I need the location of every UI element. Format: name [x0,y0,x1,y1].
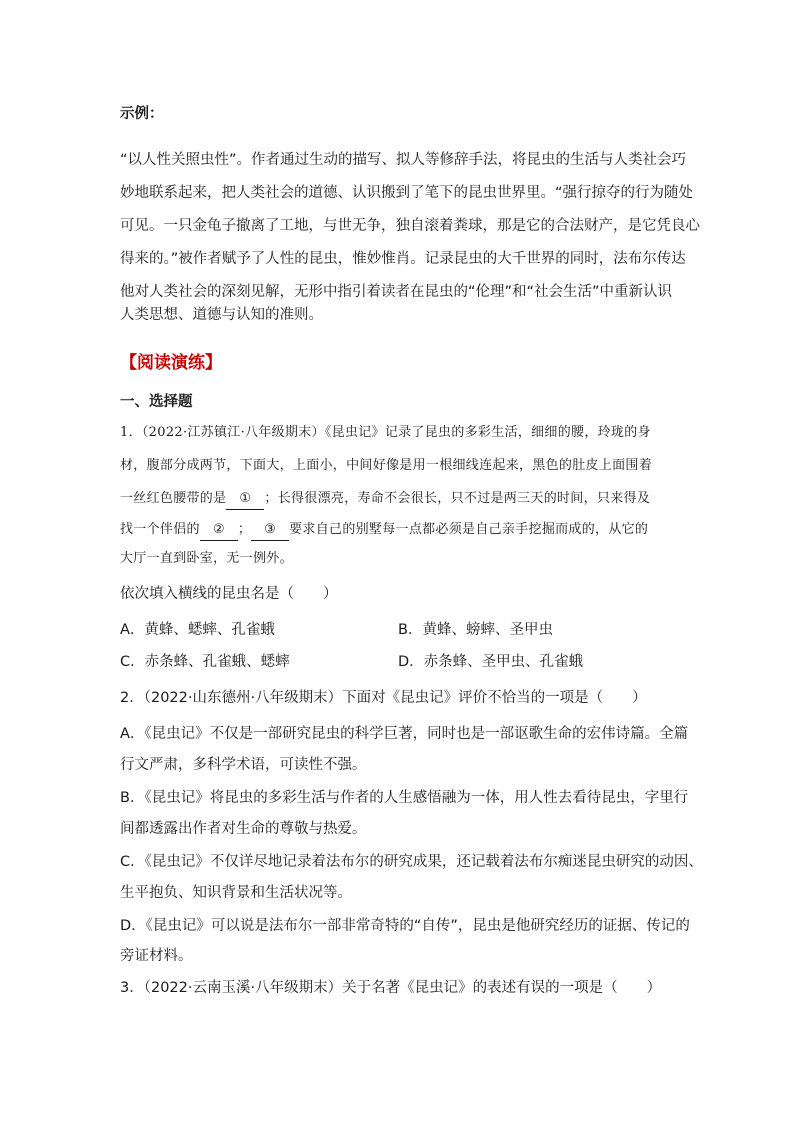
q1-line-4-mid: ； [237,522,252,537]
q2-option-c-line-1[interactable]: C．《昆虫记》不仅详尽地记录着法布尔的研究成果，还记载着法布尔痴迷昆虫研究的动因、 [120,854,703,870]
q1-line-3-post: ；长得很漂亮，寿命不会很长，只不过是两三天的时间，只来得及 [264,491,651,506]
q2-option-b-line-2: 间都透露出作者对生命的尊敬与热爱。 [120,821,367,837]
q1-option-b[interactable]: B．黄蜂、螃蟀、圣甲虫 [398,622,553,638]
q2-option-a-line-1[interactable]: A．《昆虫记》不仅是一部研究昆虫的科学巨著，同时也是一部讴歌生命的宏伟诗篇。全篇 [120,726,689,742]
q1-prompt: 依次填入横线的昆虫名是（ ） [120,586,338,602]
q1-line-4 [120,520,648,541]
q1-blank-2: ② [200,520,238,541]
q3-stem: 3．（2022·云南玉溪·八年级期末）关于名著《昆虫记》的表述有误的一项是（ ） [120,980,662,996]
q1-option-c[interactable]: C．赤条蜂、孔雀蛾、蟋蟀 [120,654,290,670]
q1-blank-3: ③ [251,520,289,541]
example-line-4: 得来的。”被作者赋予了人性的昆虫，惟妙惟肖。记录昆虫的大千世界的同时，法布尔传达 [120,251,686,267]
example-line-6: 人类思想、道德与认知的准则。 [120,307,323,323]
example-line-2: 妙地联系起来，把人类社会的道德、认识搬到了笔下的昆虫世界里。“强行掠夺的行为随处 [120,185,694,201]
q1-line-4-pre: 找一个伴侣的 [120,522,200,537]
q1-option-d[interactable]: D．赤条蜂、圣甲虫、孔雀蛾 [398,654,584,670]
example-line-3: 可见。一只金龟子撤离了工地，与世无争，独自滚着粪球，那是它的合法财产，是它凭良心 [120,218,700,234]
q2-option-d-line-2: 旁证材料。 [120,948,193,964]
q1-line-4-post: 要求自己的别墅每一点都必须是自己亲手挖掘而成的，从它的 [289,522,649,537]
section-subtitle: 一、选择题 [120,394,193,410]
q1-blank-1: ① [226,489,264,510]
q2-stem: 2．（2022·山东德州·八年级期末）下面对《昆虫记》评价不恰当的一项是（ ） [120,690,647,706]
q1-line-2: 材，腹部分成两节，下面大，上面小，中间好像是用一根细线连起来，黑色的肚皮上面围着 [120,458,653,473]
example-line-1: “以人性关照虫性”。作者通过生动的描写、拟人等修辞手法，将昆虫的生活与人类社会巧 [120,152,687,168]
q1-line-3-pre: 一丝红色腰带的是 [120,491,227,506]
example-line-5: 他对人类社会的深刻见解，无形中指引着读者在昆虫的“伦理”和“社会生活”中重新认识 [120,284,673,300]
section-title: 【阅读演练】 [120,353,222,373]
q1-line-5: 大厅一直到卧室，无一例外。 [120,551,293,566]
q2-option-b-line-1[interactable]: B．《昆虫记》将昆虫的多彩生活与作者的人生感悟融为一体，用人性去看待昆虫，字里行 [120,790,689,806]
q2-option-a-line-2: 行文严肃，多科学术语，可读性不强。 [120,757,367,773]
q1-line-3 [120,489,650,510]
q1-line-1: 1．（2022·江苏镇江·八年级期末）《昆虫记》记录了昆虫的多彩生活，细细的腰，玲珑的身 [120,425,651,440]
example-label: 示例： [120,106,164,122]
q1-option-a[interactable]: A．黄蜂、蟋蟀、孔雀蛾 [120,622,275,638]
q2-option-d-line-1[interactable]: D．《昆虫记》可以说是法布尔一部非常奇特的“自传”，昆虫是他研究经历的证据、传记的 [120,918,690,934]
q2-option-c-line-2: 生平抱负、知识背景和生活状况等。 [120,885,352,901]
